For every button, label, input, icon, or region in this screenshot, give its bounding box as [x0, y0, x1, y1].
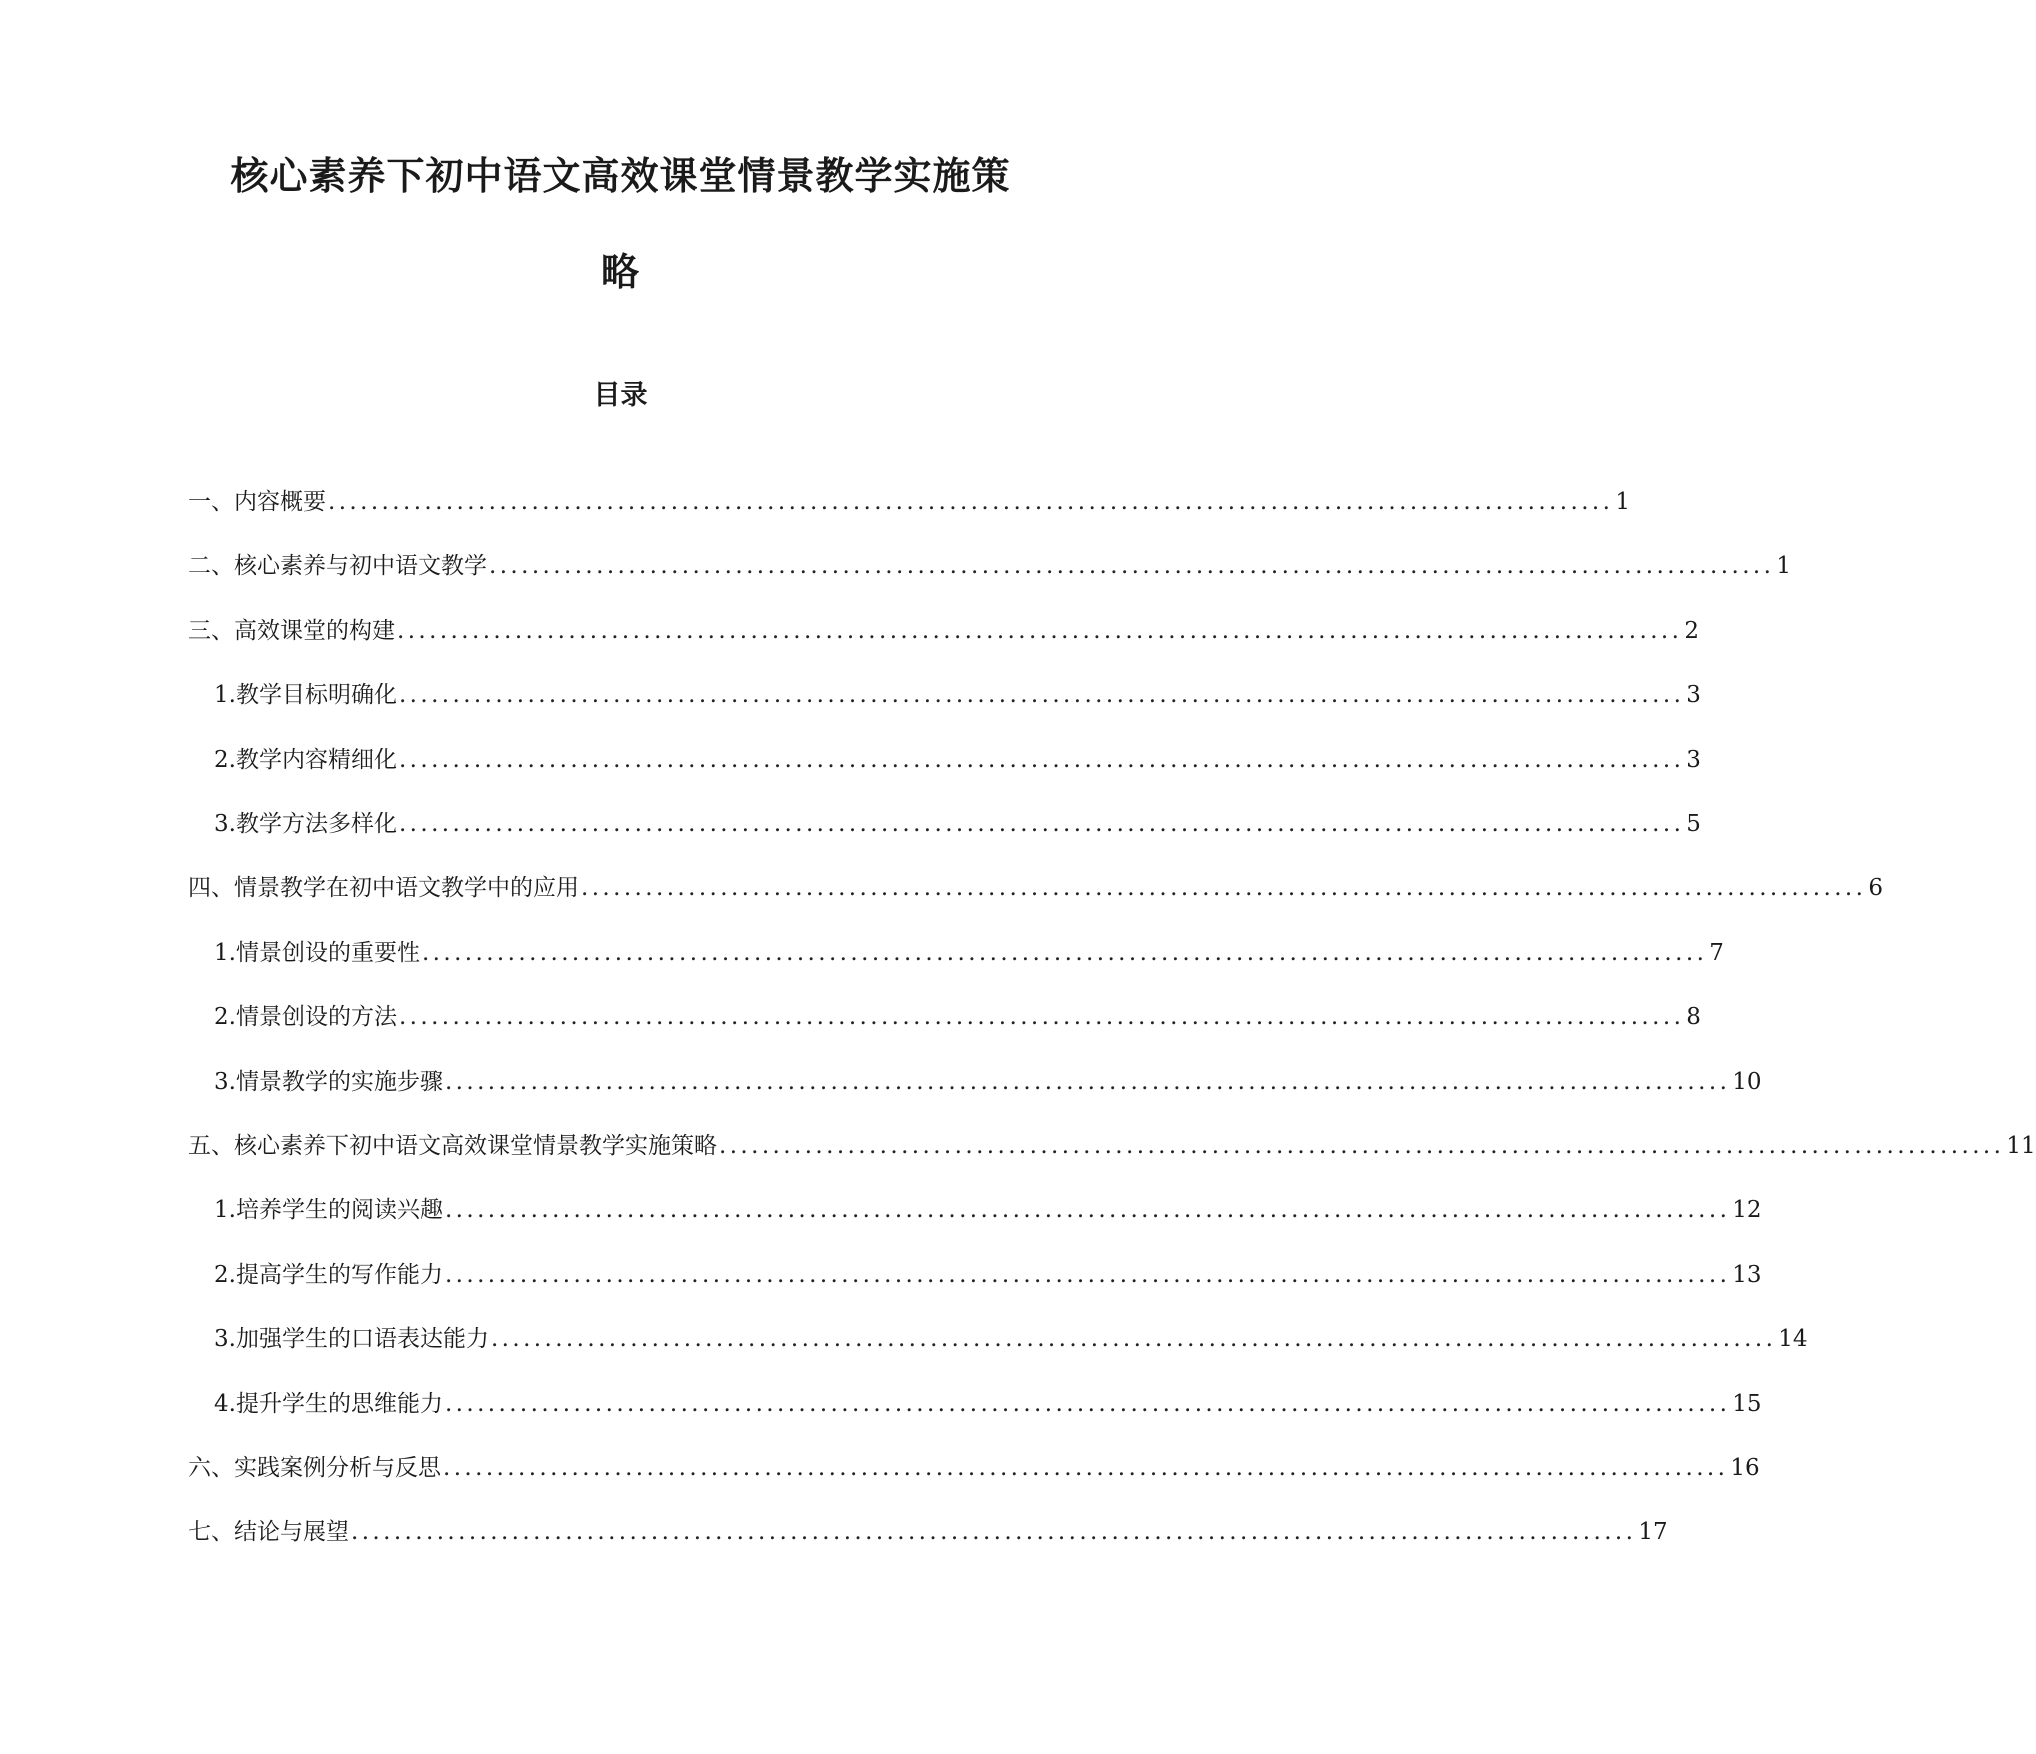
toc-entry-page-number: 15	[1732, 1391, 1762, 1417]
toc-dot-leader: ........................................................................................................................	[398, 682, 1685, 708]
toc-entry-page-number: 10	[1732, 1069, 1762, 1095]
toc-entry-page-number: 5	[1686, 811, 1701, 837]
toc-entry[interactable]	[188, 486, 1630, 518]
toc-dot-leader: ........................................................................................................................	[444, 1262, 1731, 1288]
toc-entry-label: 教学目标明确化	[235, 682, 397, 708]
toc-subentry[interactable]	[214, 679, 1701, 711]
toc-subentry[interactable]	[214, 1001, 1701, 1033]
toc-entry-page-number: 8	[1686, 1004, 1701, 1030]
toc-entry-label: 一、内容概要	[188, 489, 326, 515]
toc-dot-leader: ........................................................................................................................	[444, 1197, 1731, 1223]
toc-entry-number: 2.	[214, 1262, 236, 1288]
toc-subentry[interactable]	[214, 808, 1701, 840]
toc-entry-label: 加强学生的口语表达能力	[235, 1326, 489, 1352]
toc-dot-leader: ........................................................................................................................	[719, 1133, 2005, 1159]
toc-entry-number: 4.	[214, 1391, 236, 1417]
toc-entry-page-number: 3	[1686, 747, 1701, 773]
toc-dot-leader: ........................................................................................................................	[398, 811, 1685, 837]
toc-entry-page-number: 3	[1686, 682, 1701, 708]
toc-dot-leader: ........................................................................................................................	[489, 553, 1775, 579]
toc-entry[interactable]	[188, 872, 1883, 904]
toc-entry-page-number: 6	[1868, 875, 1883, 901]
toc-entry-label: 情景教学的实施步骤	[235, 1069, 443, 1095]
toc-subentry[interactable]	[214, 1259, 1762, 1291]
toc-subentry[interactable]	[214, 1388, 1762, 1420]
toc-entry-page-number: 11	[2006, 1133, 2036, 1159]
toc-dot-leader: ........................................................................................................................	[443, 1455, 1729, 1481]
toc-entry-number: 1.	[214, 940, 236, 966]
toc-dot-leader: ........................................................................................................................	[421, 940, 1708, 966]
toc-entry-page-number: 16	[1730, 1455, 1760, 1481]
toc-entry-label: 五、核心素养下初中语文高效课堂情景教学实施策略	[188, 1133, 717, 1159]
toc-subentry[interactable]	[214, 1323, 1808, 1355]
toc-entry-number: 2.	[214, 747, 236, 773]
toc-entry-label: 四、情景教学在初中语文教学中的应用	[188, 875, 579, 901]
toc-entry-number: 2.	[214, 1004, 236, 1030]
toc-entry-number: 1.	[214, 682, 236, 708]
toc-entry[interactable]	[188, 615, 1699, 647]
toc-dot-leader: ........................................................................................................................	[398, 747, 1685, 773]
toc-subentry[interactable]	[214, 1194, 1762, 1226]
toc-entry-page-number: 2	[1684, 618, 1699, 644]
toc-dot-leader: ........................................................................................................................	[328, 489, 1614, 515]
toc-entry-page-number: 17	[1638, 1519, 1668, 1545]
toc-entry-number: 3.	[214, 811, 236, 837]
document-title-line-2: 略	[600, 250, 640, 294]
toc-entry[interactable]	[188, 1130, 2036, 1162]
toc-dot-leader: ........................................................................................................................	[444, 1391, 1731, 1417]
toc-entry-page-number: 1	[1615, 489, 1630, 515]
toc-heading: 目录	[593, 380, 648, 411]
toc-entry-label: 培养学生的阅读兴趣	[235, 1197, 443, 1223]
toc-entry-label: 七、结论与展望	[188, 1519, 349, 1545]
toc-entry-page-number: 13	[1732, 1262, 1762, 1288]
toc-subentry[interactable]	[214, 937, 1724, 969]
document-title-line-1: 核心素养下初中语文高效课堂情景教学实施策	[230, 154, 1011, 198]
toc-entry-label: 提升学生的思维能力	[235, 1391, 443, 1417]
toc-entry[interactable]	[188, 1452, 1760, 1484]
toc-dot-leader: ........................................................................................................................	[581, 875, 1867, 901]
toc-entry-label: 教学方法多样化	[235, 811, 397, 837]
toc-dot-leader: ........................................................................................................................	[490, 1326, 1777, 1352]
toc-entry-label: 二、核心素养与初中语文教学	[188, 553, 487, 579]
toc-dot-leader: ........................................................................................................................	[351, 1519, 1637, 1545]
toc-entry-number: 3.	[214, 1069, 236, 1095]
toc-entry-number: 3.	[214, 1326, 236, 1352]
toc-entry-label: 三、高效课堂的构建	[188, 618, 395, 644]
toc-dot-leader: ........................................................................................................................	[444, 1069, 1731, 1095]
toc-entry-page-number: 1	[1776, 553, 1791, 579]
toc-entry-label: 情景创设的重要性	[235, 940, 420, 966]
toc-entry-page-number: 7	[1709, 940, 1724, 966]
toc-dot-leader: ........................................................................................................................	[397, 618, 1683, 644]
toc-entry-number: 1.	[214, 1197, 236, 1223]
toc-entry-label: 提高学生的写作能力	[235, 1262, 443, 1288]
toc-dot-leader: ........................................................................................................................	[398, 1004, 1685, 1030]
toc-subentry[interactable]	[214, 744, 1701, 776]
toc-entry-page-number: 14	[1778, 1326, 1808, 1352]
toc-entry-label: 情景创设的方法	[235, 1004, 397, 1030]
toc-entry[interactable]	[188, 550, 1791, 582]
toc-entry-label: 教学内容精细化	[235, 747, 397, 773]
toc-entry-label: 六、实践案例分析与反思	[188, 1455, 441, 1481]
toc-subentry[interactable]	[214, 1066, 1762, 1098]
toc-entry-page-number: 12	[1732, 1197, 1762, 1223]
toc-entry[interactable]	[188, 1516, 1668, 1548]
